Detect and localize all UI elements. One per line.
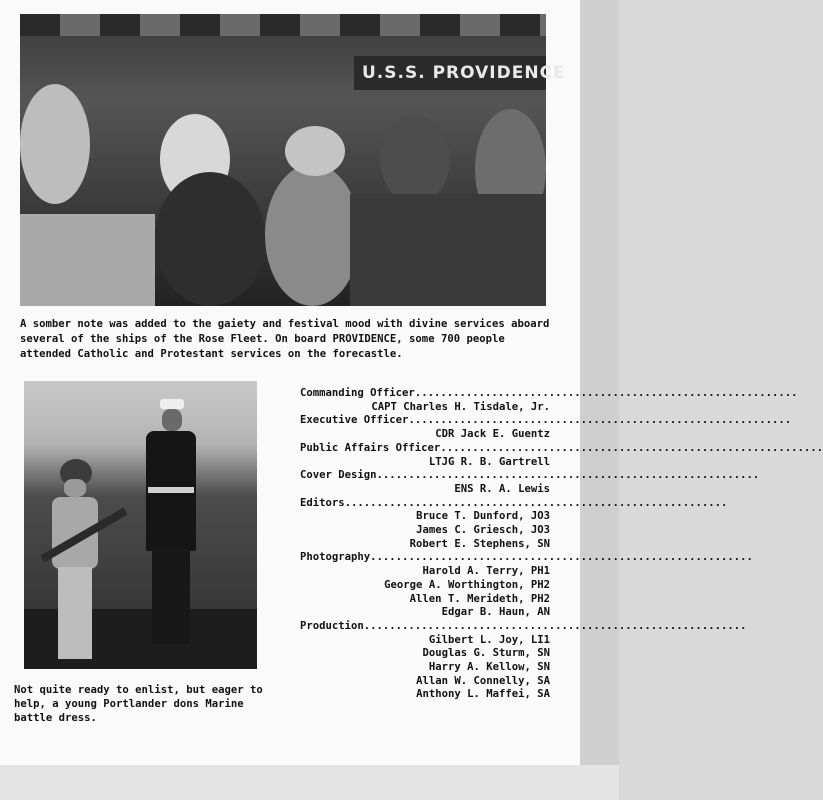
leader-dots: ............................................................ [408,414,792,427]
credit-role-label: Photography [300,551,371,564]
credit-name: Gilbert L. Joy, LI1 [428,633,550,646]
crowd-head [265,164,360,306]
leader-dots: ............................................................ [344,496,728,509]
credit-name: James C. Griesch, JO3 [416,524,550,537]
photo-young-portlander [24,381,257,669]
credit-name: Robert E. Stephens, SN [409,537,550,550]
photo-divine-services [20,14,566,306]
credit-name: Harold A. Terry, PH1 [422,565,550,578]
caption-divine-services: A somber note was added to the gaiety and festival mood with divine services aboard several of the ships of the Rose Fleet. On board PROVIDENCE, some 700 people attended Catholic and Protestant services on the forecastle. [20,318,550,360]
credit-role-label: Production [300,619,364,632]
awning-pattern [20,14,546,36]
credit-role [300,496,728,511]
marine-figure [142,399,200,649]
credit-role-label: Public Affairs Officer [300,441,441,454]
credit-role [300,441,823,456]
crowd-shoulder [350,194,546,306]
credit-name: ENS R. A. Lewis [454,482,550,495]
page-bottom-edge [0,765,619,800]
credit-name: Allan W. Connelly, SA [416,674,550,687]
credit-name: Bruce T. Dunford, JO3 [416,510,550,523]
credit-name: Anthony L. Maffei, SA [416,688,550,701]
credit-name: Allen T. Merideth, PH2 [409,592,550,605]
credit-role [300,619,747,634]
credit-name: Harry A. Kellow, SN [428,661,550,674]
credit-role-label: Cover Design [300,469,377,482]
credit-role-label: Editors [300,496,345,509]
caption-young-portlander: Not quite ready to enlist, but eager to help, a young Portlander dons Marine battle dress. [14,684,263,724]
crowd-head [20,84,90,204]
credit-role-label: Executive Officer [300,414,409,427]
credit-role-label: Commanding Officer [300,387,415,399]
leader-dots: ............................................................ [440,441,823,454]
credit-name: Douglas G. Sturm, SN [422,647,550,660]
masthead-credits [300,387,823,702]
credit-name: CAPT Charles H. Tisdale, Jr. [371,400,550,413]
credit-role [300,469,760,483]
credit-name: George A. Worthington, PH2 [384,578,550,591]
crowd-head [155,172,265,306]
leader-dots: ............................................................ [414,387,798,399]
credit-role [300,387,798,401]
credit-role [300,551,753,565]
crowd-head [285,126,345,176]
leader-dots: ............................................................ [376,469,760,482]
child-figure [40,459,110,664]
crowd-shoulder [20,214,155,306]
credit-name: Edgar B. Haun, AN [441,606,550,619]
leader-dots: ............................................................ [370,551,753,564]
credit-role [300,414,792,428]
credit-name: LTJG R. B. Gartrell [428,455,550,468]
ship-banner: U.S.S. PROVIDENCE [354,56,546,90]
leader-dots: ............................................................ [363,619,747,632]
crowd-head [380,114,450,204]
credit-name: CDR Jack E. Guentz [435,428,550,441]
